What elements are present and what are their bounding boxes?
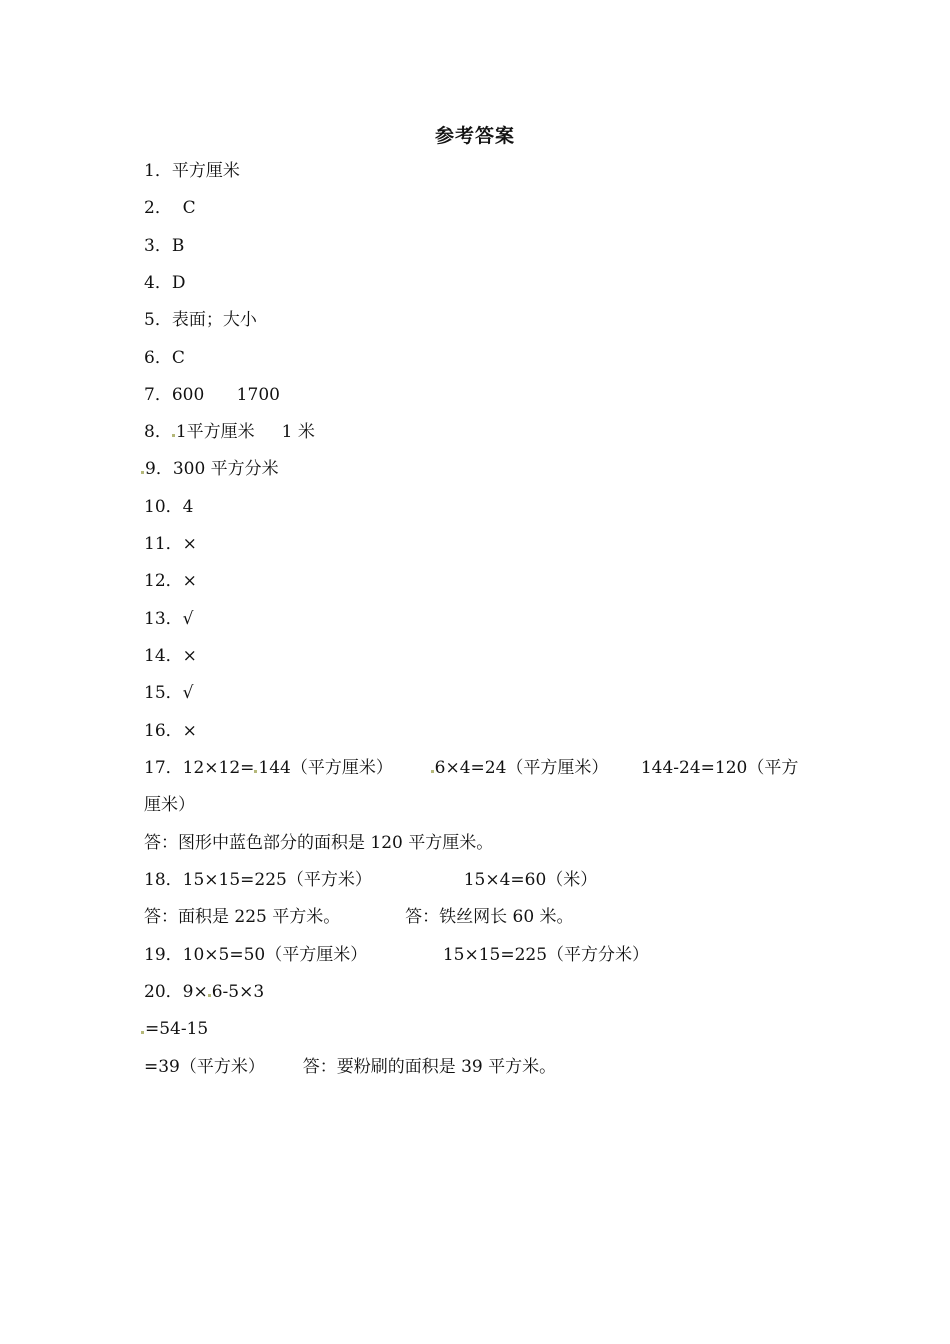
scan-mark-icon xyxy=(141,471,144,474)
answer-20-step-text: =54-15 xyxy=(145,1019,209,1039)
answer-20-part-b: 6-5×3 xyxy=(211,982,265,1002)
scan-mark-icon xyxy=(141,1031,144,1034)
answer-10: 10．4 xyxy=(144,497,194,517)
answer-17-reply: 答：图形中蓝色部分的面积是 120 平方厘米。 xyxy=(144,833,494,853)
answer-1: 1．平方厘米 xyxy=(144,161,240,181)
answer-17 xyxy=(144,757,798,779)
answer-8-number: 8． xyxy=(144,422,172,442)
answer-8 xyxy=(144,421,315,443)
answer-20-reply: =39（平方米） 答：要粉刷的面积是 39 平方米。 xyxy=(144,1057,557,1077)
answer-18-reply: 答：面积是 225 平方米。 答：铁丝网长 60 米。 xyxy=(144,907,574,927)
answer-20-step xyxy=(141,1018,208,1040)
answer-17-part-c: 6×4=24（平方厘米） 144-24=120（平方 xyxy=(434,758,799,778)
answer-9 xyxy=(141,458,279,480)
answer-3: 3．B xyxy=(144,236,185,256)
answer-14: 14．× xyxy=(144,646,197,666)
answer-7: 7．600 1700 xyxy=(144,385,280,405)
answer-13: 13．√ xyxy=(144,609,194,629)
answer-4: 4．D xyxy=(144,273,186,293)
scan-mark-icon xyxy=(172,434,175,437)
answer-20-part-a: 20．9× xyxy=(144,982,208,1002)
answer-15: 15．√ xyxy=(144,683,194,703)
answer-17-part-b: 144（平方厘米） xyxy=(258,758,431,778)
page-title: 参考答案 xyxy=(434,125,515,147)
answer-17-part-a: 17．12×12= xyxy=(144,758,255,778)
scan-mark-icon xyxy=(208,994,211,997)
scan-mark-icon xyxy=(431,770,434,773)
answer-11: 11．× xyxy=(144,534,197,554)
answer-2: 2． C xyxy=(144,198,196,218)
answer-16: 16．× xyxy=(144,721,197,741)
answer-5: 5．表面；大小 xyxy=(144,310,257,330)
scan-mark-icon xyxy=(254,770,257,773)
answer-6: 6．C xyxy=(144,348,185,368)
answer-17-continued: 厘米） xyxy=(144,795,195,815)
answer-9-text: 9．300 平方分米 xyxy=(145,459,279,479)
answer-8-text: 1平方厘米 1 米 xyxy=(175,422,315,442)
answer-20 xyxy=(144,981,264,1003)
answer-18: 18．15×15=225（平方米） 15×4=60（米） xyxy=(144,870,598,890)
answer-19: 19．10×5=50（平方厘米） 15×15=225（平方分米） xyxy=(144,945,650,965)
answer-12: 12．× xyxy=(144,571,197,591)
